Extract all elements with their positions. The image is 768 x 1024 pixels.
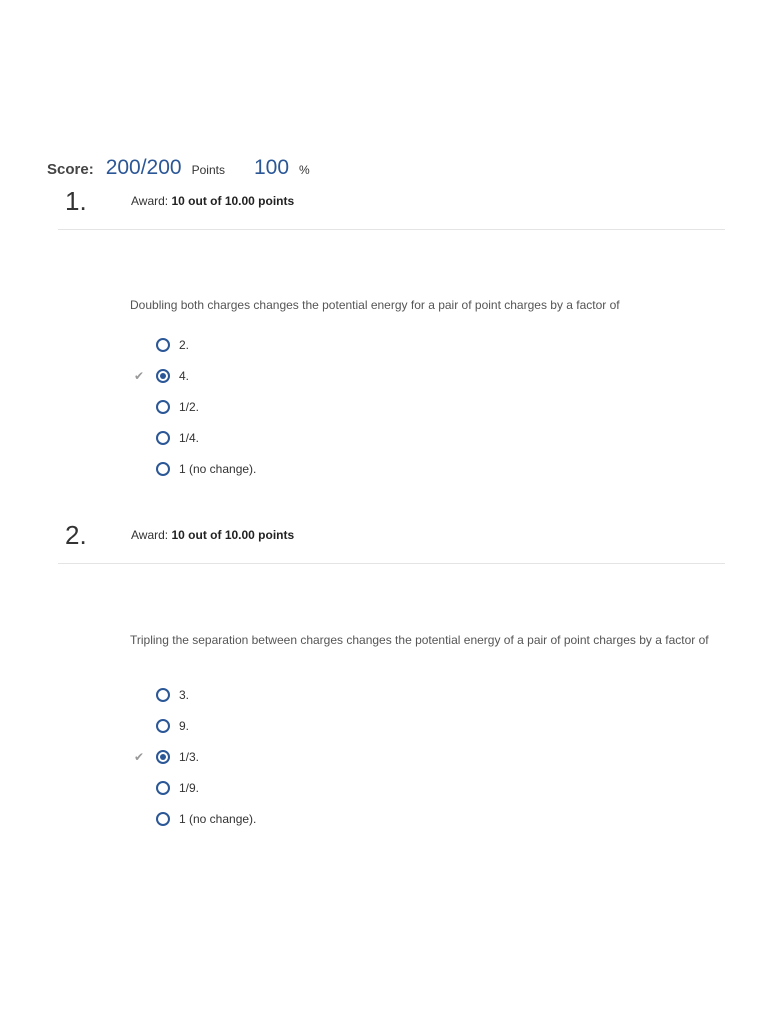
question-text: Tripling the separation between charges changes the potential energy of a pair of point charges by a factor of [130, 633, 709, 647]
question-text: Doubling both charges changes the potential energy for a pair of point charges by a factor of [130, 298, 620, 312]
score-value: 200/200 [105, 156, 182, 179]
score-percent-unit: % [299, 163, 310, 177]
radio-selected-dot [160, 373, 166, 379]
radio-button-icon[interactable] [156, 719, 170, 733]
radio-button-icon[interactable] [156, 781, 170, 795]
option-label: 2. [179, 337, 190, 352]
option-label: 4. [179, 368, 190, 383]
award-value: 10 out of 10.00 points [171, 528, 295, 542]
award-prefix: Award: [131, 194, 169, 208]
question-number: 2. [65, 520, 87, 550]
question-header [58, 519, 725, 564]
radio-button-icon[interactable] [156, 688, 170, 702]
question-header [58, 185, 725, 230]
option-label: 9. [179, 718, 190, 733]
option-label: 1/2. [179, 399, 200, 414]
radio-button-icon[interactable] [156, 369, 170, 383]
option-label: 1/9. [179, 780, 200, 795]
award-text [131, 193, 294, 209]
answer-option[interactable] [134, 453, 256, 484]
radio-button-icon[interactable] [156, 400, 170, 414]
award-value: 10 out of 10.00 points [171, 194, 295, 208]
score-summary [47, 156, 310, 188]
answer-option[interactable] [134, 422, 256, 453]
radio-button-icon[interactable] [156, 431, 170, 445]
option-label: 1/3. [179, 749, 200, 764]
radio-button-icon[interactable] [156, 462, 170, 476]
award-prefix: Award: [131, 528, 169, 542]
radio-button-icon[interactable] [156, 338, 170, 352]
option-label: 1 (no change). [179, 811, 257, 826]
answer-options [134, 679, 256, 834]
option-label: 3. [179, 687, 190, 702]
answer-option[interactable] [134, 772, 256, 803]
option-label: 1 (no change). [179, 461, 257, 476]
question-number: 1. [65, 186, 87, 216]
score-unit: Points [191, 163, 225, 177]
checkmark-icon: ✔ [134, 749, 145, 764]
answer-option[interactable] [134, 391, 256, 422]
answer-option[interactable] [134, 360, 256, 391]
award-text [131, 527, 294, 543]
radio-selected-dot [160, 754, 166, 760]
question-2 [58, 519, 725, 826]
answer-options [134, 329, 256, 484]
score-label: Score: [47, 161, 94, 178]
score-percent: 100 [253, 156, 290, 179]
answer-option[interactable] [134, 741, 256, 772]
radio-button-icon[interactable] [156, 750, 170, 764]
question-1 [58, 185, 725, 476]
answer-option[interactable] [134, 710, 256, 741]
radio-button-icon[interactable] [156, 812, 170, 826]
answer-option[interactable] [134, 803, 256, 834]
checkmark-icon: ✔ [134, 368, 145, 383]
answer-option[interactable] [134, 329, 256, 360]
option-label: 1/4. [179, 430, 200, 445]
answer-option[interactable] [134, 679, 256, 710]
